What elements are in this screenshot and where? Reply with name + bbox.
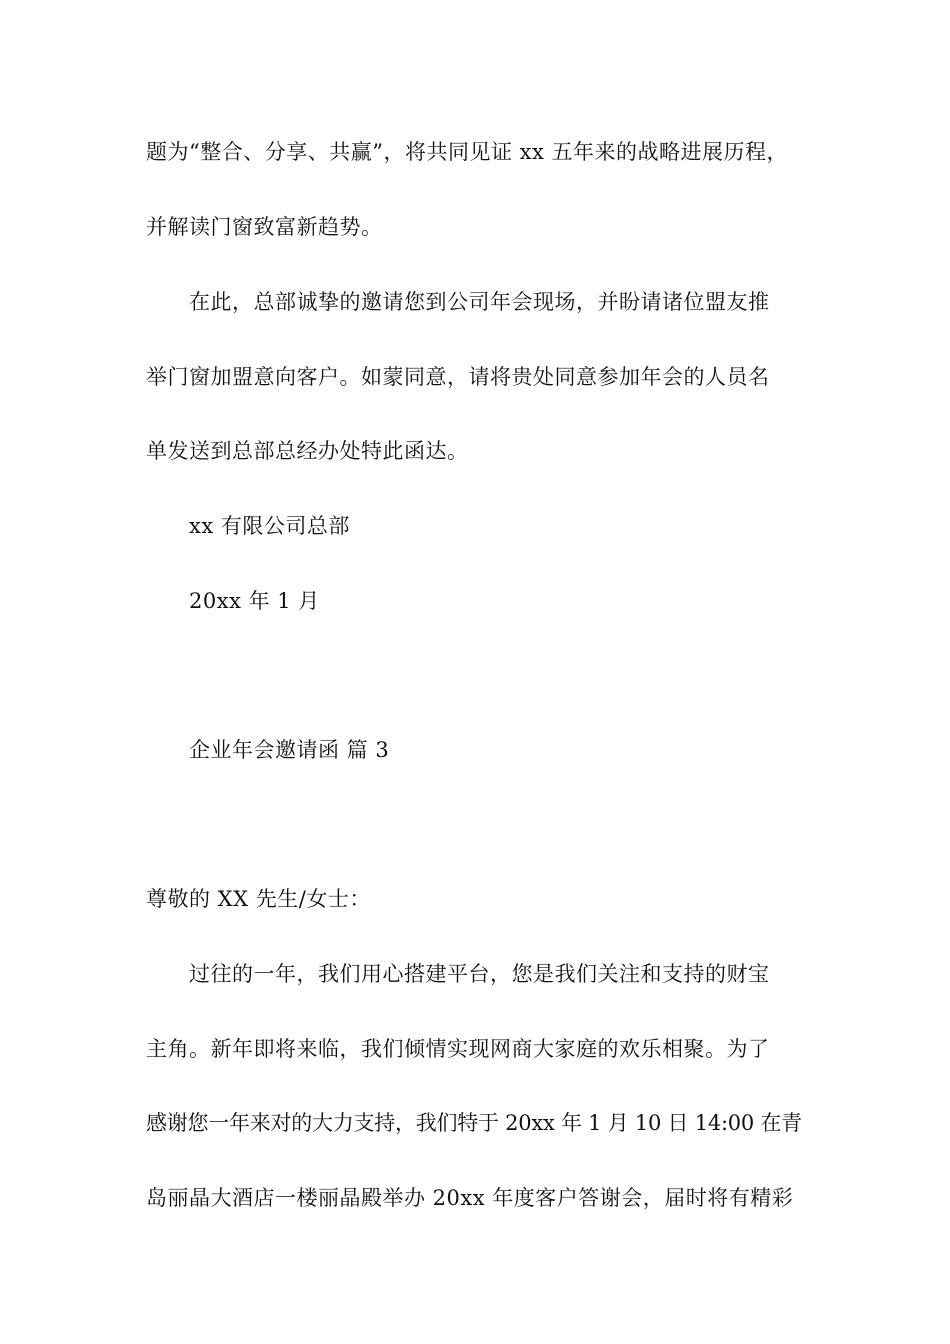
- paragraph-line: 题为“整合、分享、共赢”，将共同见证 xx 五年来的战略进展历程，: [146, 140, 789, 164]
- paragraph-line: 过往的一年，我们用心搭建平台，您是我们关注和支持的财宝: [189, 962, 770, 986]
- signature-date: 20xx 年 1 月: [189, 589, 320, 613]
- paragraph-line: 在此，总部诚挚的邀请您到公司年会现场，并盼请诸位盟友推: [189, 290, 770, 314]
- paragraph-line: 举门窗加盟意向客户。如蒙同意，请将贵处同意参加年会的人员名: [146, 365, 770, 389]
- paragraph-line: 感谢您一年来对的大力支持，我们特于 20xx 年 1 月 10 日 14:00 在青: [146, 1111, 802, 1135]
- section-heading: 企业年会邀请函 篇 3: [189, 738, 390, 762]
- paragraph-line: 并解读门窗致富新趋势。: [146, 215, 383, 239]
- paragraph-line: 岛丽晶大酒店一楼丽晶殿举办 20xx 年度客户答谢会，届时将有精彩: [146, 1186, 794, 1210]
- signature-company: xx 有限公司总部: [189, 514, 350, 538]
- paragraph-line: 主角。新年即将来临，我们倾情实现网商大家庭的欢乐相聚。为了: [146, 1037, 770, 1061]
- paragraph-line: 单发送到总部总经办处特此函达。: [146, 439, 469, 463]
- salutation: 尊敬的 XX 先生/女士：: [146, 887, 371, 911]
